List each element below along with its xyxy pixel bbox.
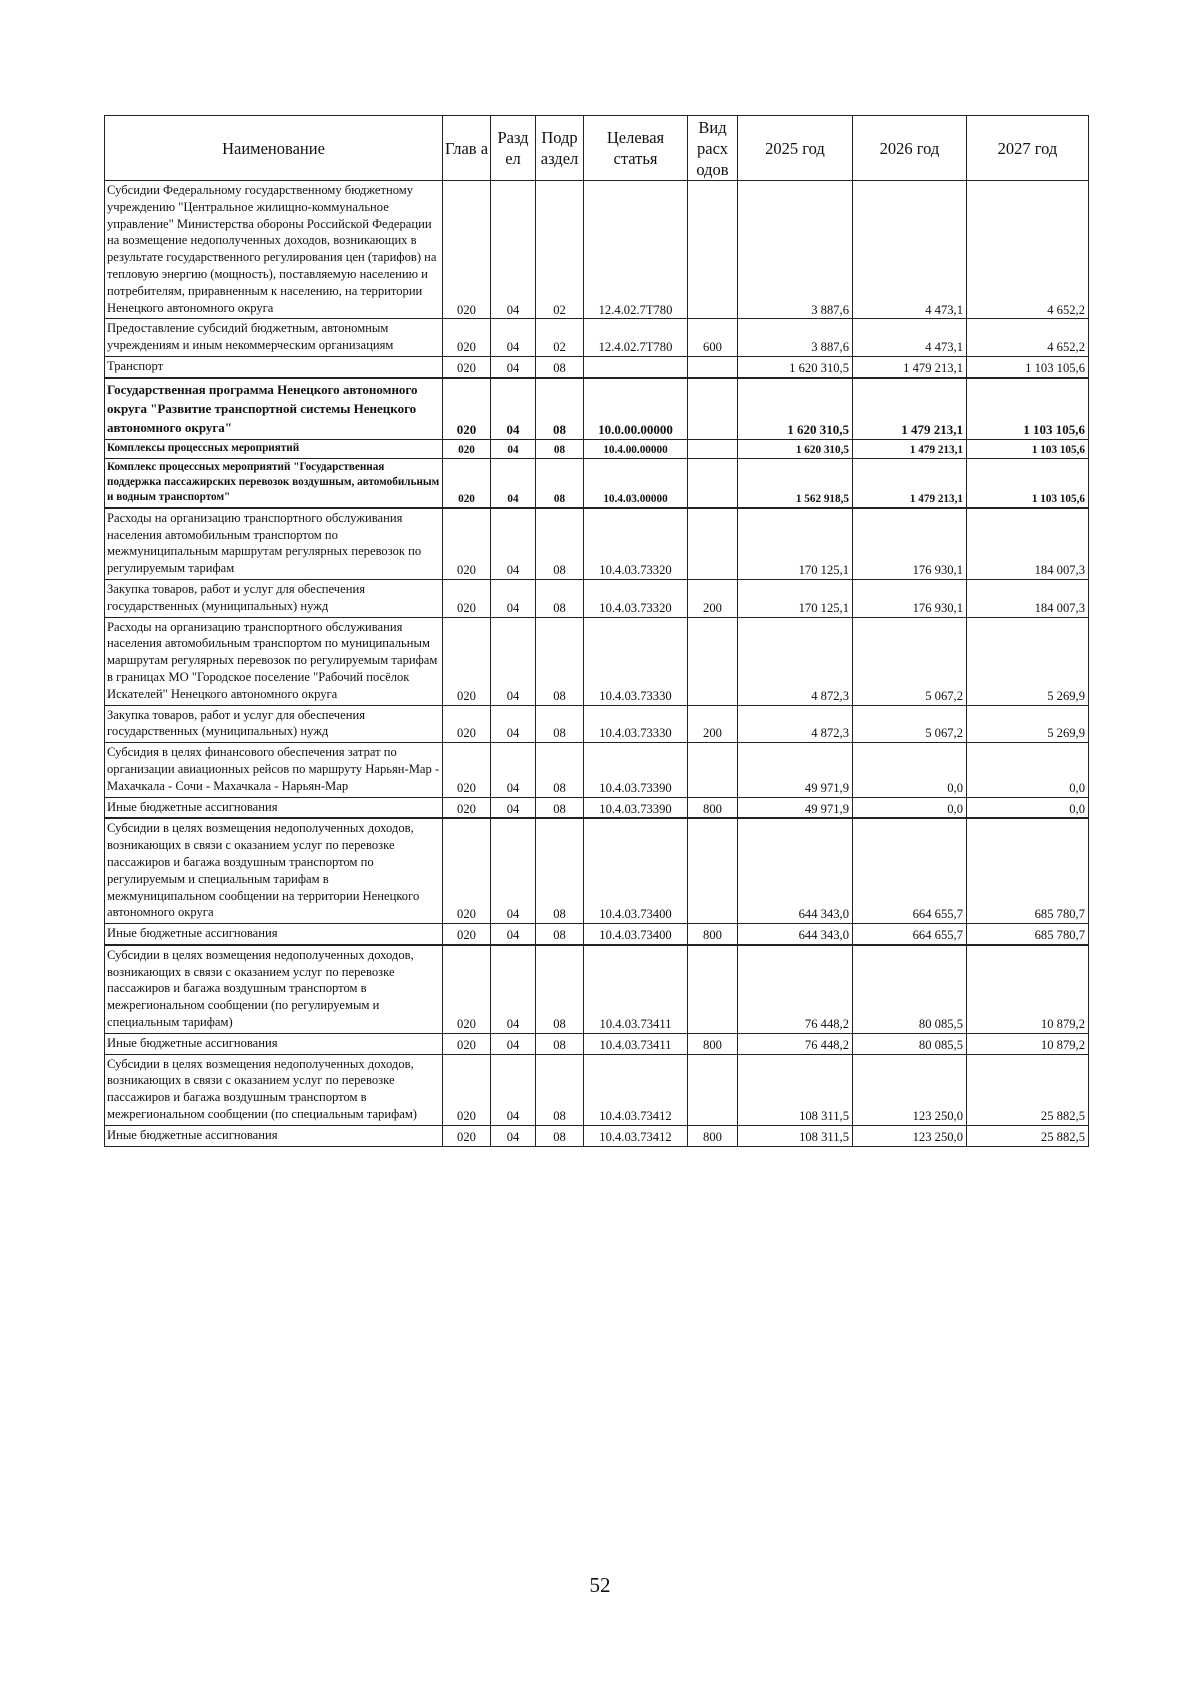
cell-glava: 020 bbox=[443, 797, 491, 818]
cell-target: 10.4.03.73400 bbox=[584, 818, 688, 923]
cell-name: Иные бюджетные ассигнования bbox=[105, 1125, 443, 1146]
cell-2026: 5 067,2 bbox=[853, 705, 967, 743]
cell-2025: 76 448,2 bbox=[738, 945, 853, 1033]
cell-2025: 49 971,9 bbox=[738, 797, 853, 818]
table-row bbox=[105, 1033, 1089, 1054]
cell-2025: 644 343,0 bbox=[738, 818, 853, 923]
cell-2026: 176 930,1 bbox=[853, 579, 967, 617]
cell-glava: 020 bbox=[443, 1054, 491, 1125]
cell-podrazdel: 08 bbox=[536, 797, 584, 818]
cell-2026: 123 250,0 bbox=[853, 1054, 967, 1125]
cell-name: Субсидии в целях возмещения недополученных доходов, возникающих в связи с оказанием услуг по перевозке пассажиров и багажа воздушным транспортом по регулируемым и специальным тарифам в межмуниципальном сообщении на территории Ненецкого автономного округа bbox=[105, 818, 443, 923]
cell-razdel: 04 bbox=[491, 439, 536, 458]
cell-razdel: 04 bbox=[491, 458, 536, 508]
cell-vid bbox=[688, 356, 738, 377]
cell-name: Расходы на организацию транспортного обслуживания населения автомобильным транспортом по межмуниципальным маршрутам регулярных перевозок по регулируемым тарифам bbox=[105, 508, 443, 580]
cell-razdel: 04 bbox=[491, 797, 536, 818]
cell-target: 10.4.03.73320 bbox=[584, 508, 688, 580]
cell-vid bbox=[688, 743, 738, 797]
cell-name: Транспорт bbox=[105, 356, 443, 377]
cell-razdel: 04 bbox=[491, 378, 536, 440]
cell-razdel: 04 bbox=[491, 579, 536, 617]
cell-name: Предоставление субсидий бюджетным, автономным учреждениям и иным некоммерческим организациям bbox=[105, 319, 443, 357]
cell-glava: 020 bbox=[443, 181, 491, 319]
header-2026: 2026 год bbox=[853, 116, 967, 181]
cell-razdel: 04 bbox=[491, 1033, 536, 1054]
cell-razdel: 04 bbox=[491, 945, 536, 1033]
cell-2026: 4 473,1 bbox=[853, 181, 967, 319]
cell-2027: 685 780,7 bbox=[967, 924, 1089, 945]
cell-razdel: 04 bbox=[491, 743, 536, 797]
page-number: 52 bbox=[589, 1573, 611, 1597]
cell-2025: 644 343,0 bbox=[738, 924, 853, 945]
cell-2026: 0,0 bbox=[853, 743, 967, 797]
cell-glava: 020 bbox=[443, 705, 491, 743]
cell-glava: 020 bbox=[443, 378, 491, 440]
cell-razdel: 04 bbox=[491, 1125, 536, 1146]
cell-target: 10.4.03.73390 bbox=[584, 797, 688, 818]
table-row bbox=[105, 1125, 1089, 1146]
cell-name: Расходы на организацию транспортного обслуживания населения автомобильным транспортом по муниципальным маршрутам регулярных перевозок по регулируемым тарифам в границах МО "Городское поселение "Рабочий посёлок Искателей" Ненецкого автономного округа bbox=[105, 617, 443, 705]
cell-name: Комплекс процессных мероприятий "Государственная поддержка пассажирских перевозок воздушным, автомобильным и водным транспортом" bbox=[105, 458, 443, 508]
cell-2025: 170 125,1 bbox=[738, 579, 853, 617]
cell-2026: 5 067,2 bbox=[853, 617, 967, 705]
table-row bbox=[105, 797, 1089, 818]
cell-name: Иные бюджетные ассигнования bbox=[105, 1033, 443, 1054]
cell-glava: 020 bbox=[443, 458, 491, 508]
cell-glava: 020 bbox=[443, 945, 491, 1033]
cell-name: Закупка товаров, работ и услуг для обеспечения государственных (муниципальных) нужд bbox=[105, 579, 443, 617]
cell-vid: 600 bbox=[688, 319, 738, 357]
cell-2027: 184 007,3 bbox=[967, 579, 1089, 617]
cell-2027: 1 103 105,6 bbox=[967, 378, 1089, 440]
cell-razdel: 04 bbox=[491, 924, 536, 945]
table-header-row bbox=[105, 116, 1089, 181]
cell-target: 10.4.03.73330 bbox=[584, 617, 688, 705]
cell-podrazdel: 08 bbox=[536, 1125, 584, 1146]
cell-2025: 3 887,6 bbox=[738, 319, 853, 357]
cell-name: Субсидии Федеральному государственному бюджетному учреждению "Центральное жилищно-коммунальное управление" Министерства обороны Российской Федерации на возмещение недополученных доходов, возникающих в результате государственного регулирования цен (тарифов) на тепловую энергию (мощность), поставляемую населению и потребителям, приравненным к населению, на территории Ненецкого автономного округа bbox=[105, 181, 443, 319]
cell-2026: 80 085,5 bbox=[853, 945, 967, 1033]
cell-2027: 1 103 105,6 bbox=[967, 439, 1089, 458]
cell-2025: 49 971,9 bbox=[738, 743, 853, 797]
cell-target: 10.0.00.00000 bbox=[584, 378, 688, 440]
cell-podrazdel: 02 bbox=[536, 181, 584, 319]
cell-2025: 108 311,5 bbox=[738, 1054, 853, 1125]
cell-podrazdel: 08 bbox=[536, 818, 584, 923]
table-body bbox=[105, 181, 1089, 1147]
cell-2026: 1 479 213,1 bbox=[853, 378, 967, 440]
cell-vid: 800 bbox=[688, 1033, 738, 1054]
cell-glava: 020 bbox=[443, 924, 491, 945]
cell-2027: 10 879,2 bbox=[967, 945, 1089, 1033]
cell-target: 10.4.03.73412 bbox=[584, 1054, 688, 1125]
table-row bbox=[105, 458, 1089, 508]
cell-name: Субсидии в целях возмещения недополученных доходов, возникающих в связи с оказанием услуг по перевозке пассажиров и багажа воздушным транспортом в межрегиональном сообщении (по специальным тарифам) bbox=[105, 1054, 443, 1125]
cell-target: 10.4.00.00000 bbox=[584, 439, 688, 458]
table-row bbox=[105, 319, 1089, 357]
cell-2026: 664 655,7 bbox=[853, 818, 967, 923]
cell-razdel: 04 bbox=[491, 508, 536, 580]
cell-2027: 0,0 bbox=[967, 743, 1089, 797]
cell-2027: 184 007,3 bbox=[967, 508, 1089, 580]
cell-2027: 5 269,9 bbox=[967, 705, 1089, 743]
cell-vid: 800 bbox=[688, 924, 738, 945]
cell-podrazdel: 08 bbox=[536, 743, 584, 797]
cell-vid bbox=[688, 1054, 738, 1125]
table-row bbox=[105, 945, 1089, 1033]
table-row bbox=[105, 508, 1089, 580]
cell-podrazdel: 08 bbox=[536, 617, 584, 705]
cell-2025: 1 620 310,5 bbox=[738, 378, 853, 440]
cell-podrazdel: 02 bbox=[536, 319, 584, 357]
cell-name: Иные бюджетные ассигнования bbox=[105, 924, 443, 945]
cell-2025: 170 125,1 bbox=[738, 508, 853, 580]
header-glava: Глав а bbox=[443, 116, 491, 181]
cell-podrazdel: 08 bbox=[536, 356, 584, 377]
cell-podrazdel: 08 bbox=[536, 1033, 584, 1054]
cell-glava: 020 bbox=[443, 743, 491, 797]
cell-2027: 5 269,9 bbox=[967, 617, 1089, 705]
cell-glava: 020 bbox=[443, 818, 491, 923]
cell-2025: 4 872,3 bbox=[738, 617, 853, 705]
cell-glava: 020 bbox=[443, 1033, 491, 1054]
table-row bbox=[105, 743, 1089, 797]
cell-2026: 80 085,5 bbox=[853, 1033, 967, 1054]
cell-2027: 685 780,7 bbox=[967, 818, 1089, 923]
cell-name: Комплексы процессных мероприятий bbox=[105, 439, 443, 458]
cell-target: 10.4.03.73330 bbox=[584, 705, 688, 743]
cell-2025: 1 620 310,5 bbox=[738, 439, 853, 458]
header-name: Наименование bbox=[105, 116, 443, 181]
cell-2025: 3 887,6 bbox=[738, 181, 853, 319]
cell-podrazdel: 08 bbox=[536, 378, 584, 440]
cell-name: Закупка товаров, работ и услуг для обеспечения государственных (муниципальных) нужд bbox=[105, 705, 443, 743]
cell-vid: 800 bbox=[688, 1125, 738, 1146]
cell-vid bbox=[688, 818, 738, 923]
table-row bbox=[105, 705, 1089, 743]
cell-glava: 020 bbox=[443, 356, 491, 377]
cell-2026: 664 655,7 bbox=[853, 924, 967, 945]
cell-glava: 020 bbox=[443, 319, 491, 357]
cell-podrazdel: 08 bbox=[536, 1054, 584, 1125]
cell-2027: 4 652,2 bbox=[967, 319, 1089, 357]
cell-target: 10.4.03.73400 bbox=[584, 924, 688, 945]
table-row bbox=[105, 356, 1089, 377]
cell-2026: 4 473,1 bbox=[853, 319, 967, 357]
cell-razdel: 04 bbox=[491, 617, 536, 705]
table-row bbox=[105, 1054, 1089, 1125]
cell-podrazdel: 08 bbox=[536, 508, 584, 580]
cell-target: 10.4.03.73320 bbox=[584, 579, 688, 617]
cell-2026: 123 250,0 bbox=[853, 1125, 967, 1146]
cell-vid: 200 bbox=[688, 705, 738, 743]
header-target: Целевая статья bbox=[584, 116, 688, 181]
table-row bbox=[105, 181, 1089, 319]
cell-target: 10.4.03.73411 bbox=[584, 945, 688, 1033]
header-podrazdel: Подр аздел bbox=[536, 116, 584, 181]
cell-podrazdel: 08 bbox=[536, 945, 584, 1033]
cell-target: 10.4.03.73411 bbox=[584, 1033, 688, 1054]
cell-vid bbox=[688, 945, 738, 1033]
cell-glava: 020 bbox=[443, 1125, 491, 1146]
cell-glava: 020 bbox=[443, 439, 491, 458]
cell-podrazdel: 08 bbox=[536, 458, 584, 508]
cell-target: 12.4.02.7Т780 bbox=[584, 181, 688, 319]
table-row bbox=[105, 924, 1089, 945]
cell-vid bbox=[688, 508, 738, 580]
cell-razdel: 04 bbox=[491, 818, 536, 923]
cell-2025: 76 448,2 bbox=[738, 1033, 853, 1054]
cell-2025: 108 311,5 bbox=[738, 1125, 853, 1146]
cell-2025: 1 562 918,5 bbox=[738, 458, 853, 508]
cell-target: 10.4.03.00000 bbox=[584, 458, 688, 508]
cell-razdel: 04 bbox=[491, 356, 536, 377]
cell-vid bbox=[688, 617, 738, 705]
cell-2026: 1 479 213,1 bbox=[853, 439, 967, 458]
cell-target bbox=[584, 356, 688, 377]
cell-razdel: 04 bbox=[491, 181, 536, 319]
cell-2027: 25 882,5 bbox=[967, 1125, 1089, 1146]
table-row bbox=[105, 378, 1089, 440]
cell-podrazdel: 08 bbox=[536, 439, 584, 458]
cell-glava: 020 bbox=[443, 579, 491, 617]
cell-2025: 4 872,3 bbox=[738, 705, 853, 743]
cell-razdel: 04 bbox=[491, 1054, 536, 1125]
table-row bbox=[105, 617, 1089, 705]
cell-glava: 020 bbox=[443, 508, 491, 580]
budget-table bbox=[104, 115, 1089, 1147]
cell-2027: 0,0 bbox=[967, 797, 1089, 818]
cell-name: Государственная программа Ненецкого автономного округа "Развитие транспортной системы Ненецкого автономного округа" bbox=[105, 378, 443, 440]
header-2025: 2025 год bbox=[738, 116, 853, 181]
cell-vid: 200 bbox=[688, 579, 738, 617]
cell-target: 12.4.02.7Т780 bbox=[584, 319, 688, 357]
cell-2027: 10 879,2 bbox=[967, 1033, 1089, 1054]
cell-podrazdel: 08 bbox=[536, 924, 584, 945]
cell-2027: 1 103 105,6 bbox=[967, 356, 1089, 377]
cell-glava: 020 bbox=[443, 617, 491, 705]
cell-2027: 25 882,5 bbox=[967, 1054, 1089, 1125]
table-row bbox=[105, 579, 1089, 617]
table-row bbox=[105, 439, 1089, 458]
cell-2026: 1 479 213,1 bbox=[853, 356, 967, 377]
cell-name: Иные бюджетные ассигнования bbox=[105, 797, 443, 818]
cell-target: 10.4.03.73412 bbox=[584, 1125, 688, 1146]
cell-razdel: 04 bbox=[491, 319, 536, 357]
table-row bbox=[105, 818, 1089, 923]
cell-2027: 1 103 105,6 bbox=[967, 458, 1089, 508]
cell-2026: 0,0 bbox=[853, 797, 967, 818]
cell-target: 10.4.03.73390 bbox=[584, 743, 688, 797]
header-2027: 2027 год bbox=[967, 116, 1089, 181]
cell-vid bbox=[688, 439, 738, 458]
cell-vid bbox=[688, 181, 738, 319]
cell-2027: 4 652,2 bbox=[967, 181, 1089, 319]
cell-podrazdel: 08 bbox=[536, 579, 584, 617]
cell-name: Субсидия в целях финансового обеспечения затрат по организации авиационных рейсов по маршруту Нарьян-Мар - Махачкала - Сочи - Махачкала - Нарьян-Мар bbox=[105, 743, 443, 797]
cell-name: Субсидии в целях возмещения недополученных доходов, возникающих в связи с оказанием услуг по перевозке пассажиров и багажа воздушным транспортом в межрегиональном сообщении (по регулируемым и специальным тарифам) bbox=[105, 945, 443, 1033]
cell-razdel: 04 bbox=[491, 705, 536, 743]
cell-podrazdel: 08 bbox=[536, 705, 584, 743]
header-razdel: Разд ел bbox=[491, 116, 536, 181]
cell-2026: 1 479 213,1 bbox=[853, 458, 967, 508]
cell-2026: 176 930,1 bbox=[853, 508, 967, 580]
cell-vid bbox=[688, 458, 738, 508]
cell-vid bbox=[688, 378, 738, 440]
cell-2025: 1 620 310,5 bbox=[738, 356, 853, 377]
cell-vid: 800 bbox=[688, 797, 738, 818]
header-vid: Вид расх одов bbox=[688, 116, 738, 181]
